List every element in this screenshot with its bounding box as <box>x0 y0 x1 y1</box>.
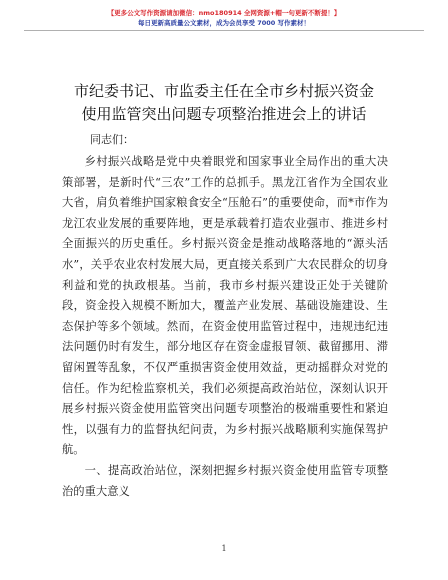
promo-banner-line-2: 每日更新高质量公文素材，成为会员享受 7000 写作素材！ <box>137 19 311 27</box>
document-title-line-1: 市纪委书记、市监委主任在全市乡村振兴资金 <box>73 82 374 100</box>
document-title-line-2: 使用监管突出问题专项整治推进会上的讲话 <box>81 105 367 123</box>
promo-banner-line-1: 【更多公文写作资源请加微信：nmo180914 全网资源+帽一句更新不断提！】 <box>107 9 341 17</box>
section-heading: 一、提高政治站位，深刻把握乡村振兴资金使用监管专项整治的重大意义 <box>62 463 388 498</box>
header-divider <box>24 30 424 31</box>
salutation: 同志们： <box>90 133 134 146</box>
page-number: 1 <box>221 544 227 553</box>
body-paragraph: 乡村振兴战略是党中央着眼党和国家事业全局作出的重大决策部署，是新时代“三农”工作的总抓手。黑龙江省作为全国农业大省，肩负着维护国家粮食安全“压舱石”的重要使命，而*市作为龙江农业发展的重要阵地，更是承载着打造农业强市、推进乡村全面振兴的历史重任。乡村振兴资金是推动战略落地的“源头活水”，关乎农业农村发展大局，更直接关系到广大农民群众的切身利益和党的执政根基。当前，我市乡村振兴建设正处于关键阶段，资金投入规模不断加大，覆盖产业发展、基础设施建设、生态保护等多个领域。然而，在资金使用监管过程中，违规违纪违法问题仍时有发生，部分地区存在资金虚报冒领、截留挪用、滞留闲置等乱象，不仅严重损害资金使用效益，更动摇群众对党的信任。作为纪检监察机关，我们必须提高政治站位，深刻认识开展乡村振兴资金使用监管突出问题专项整治的极端重要性和紧迫性，以强有力的监督执纪问责，为乡村振兴战略顺利实施保驾护航。 <box>62 155 388 457</box>
speech-body <box>62 152 388 502</box>
